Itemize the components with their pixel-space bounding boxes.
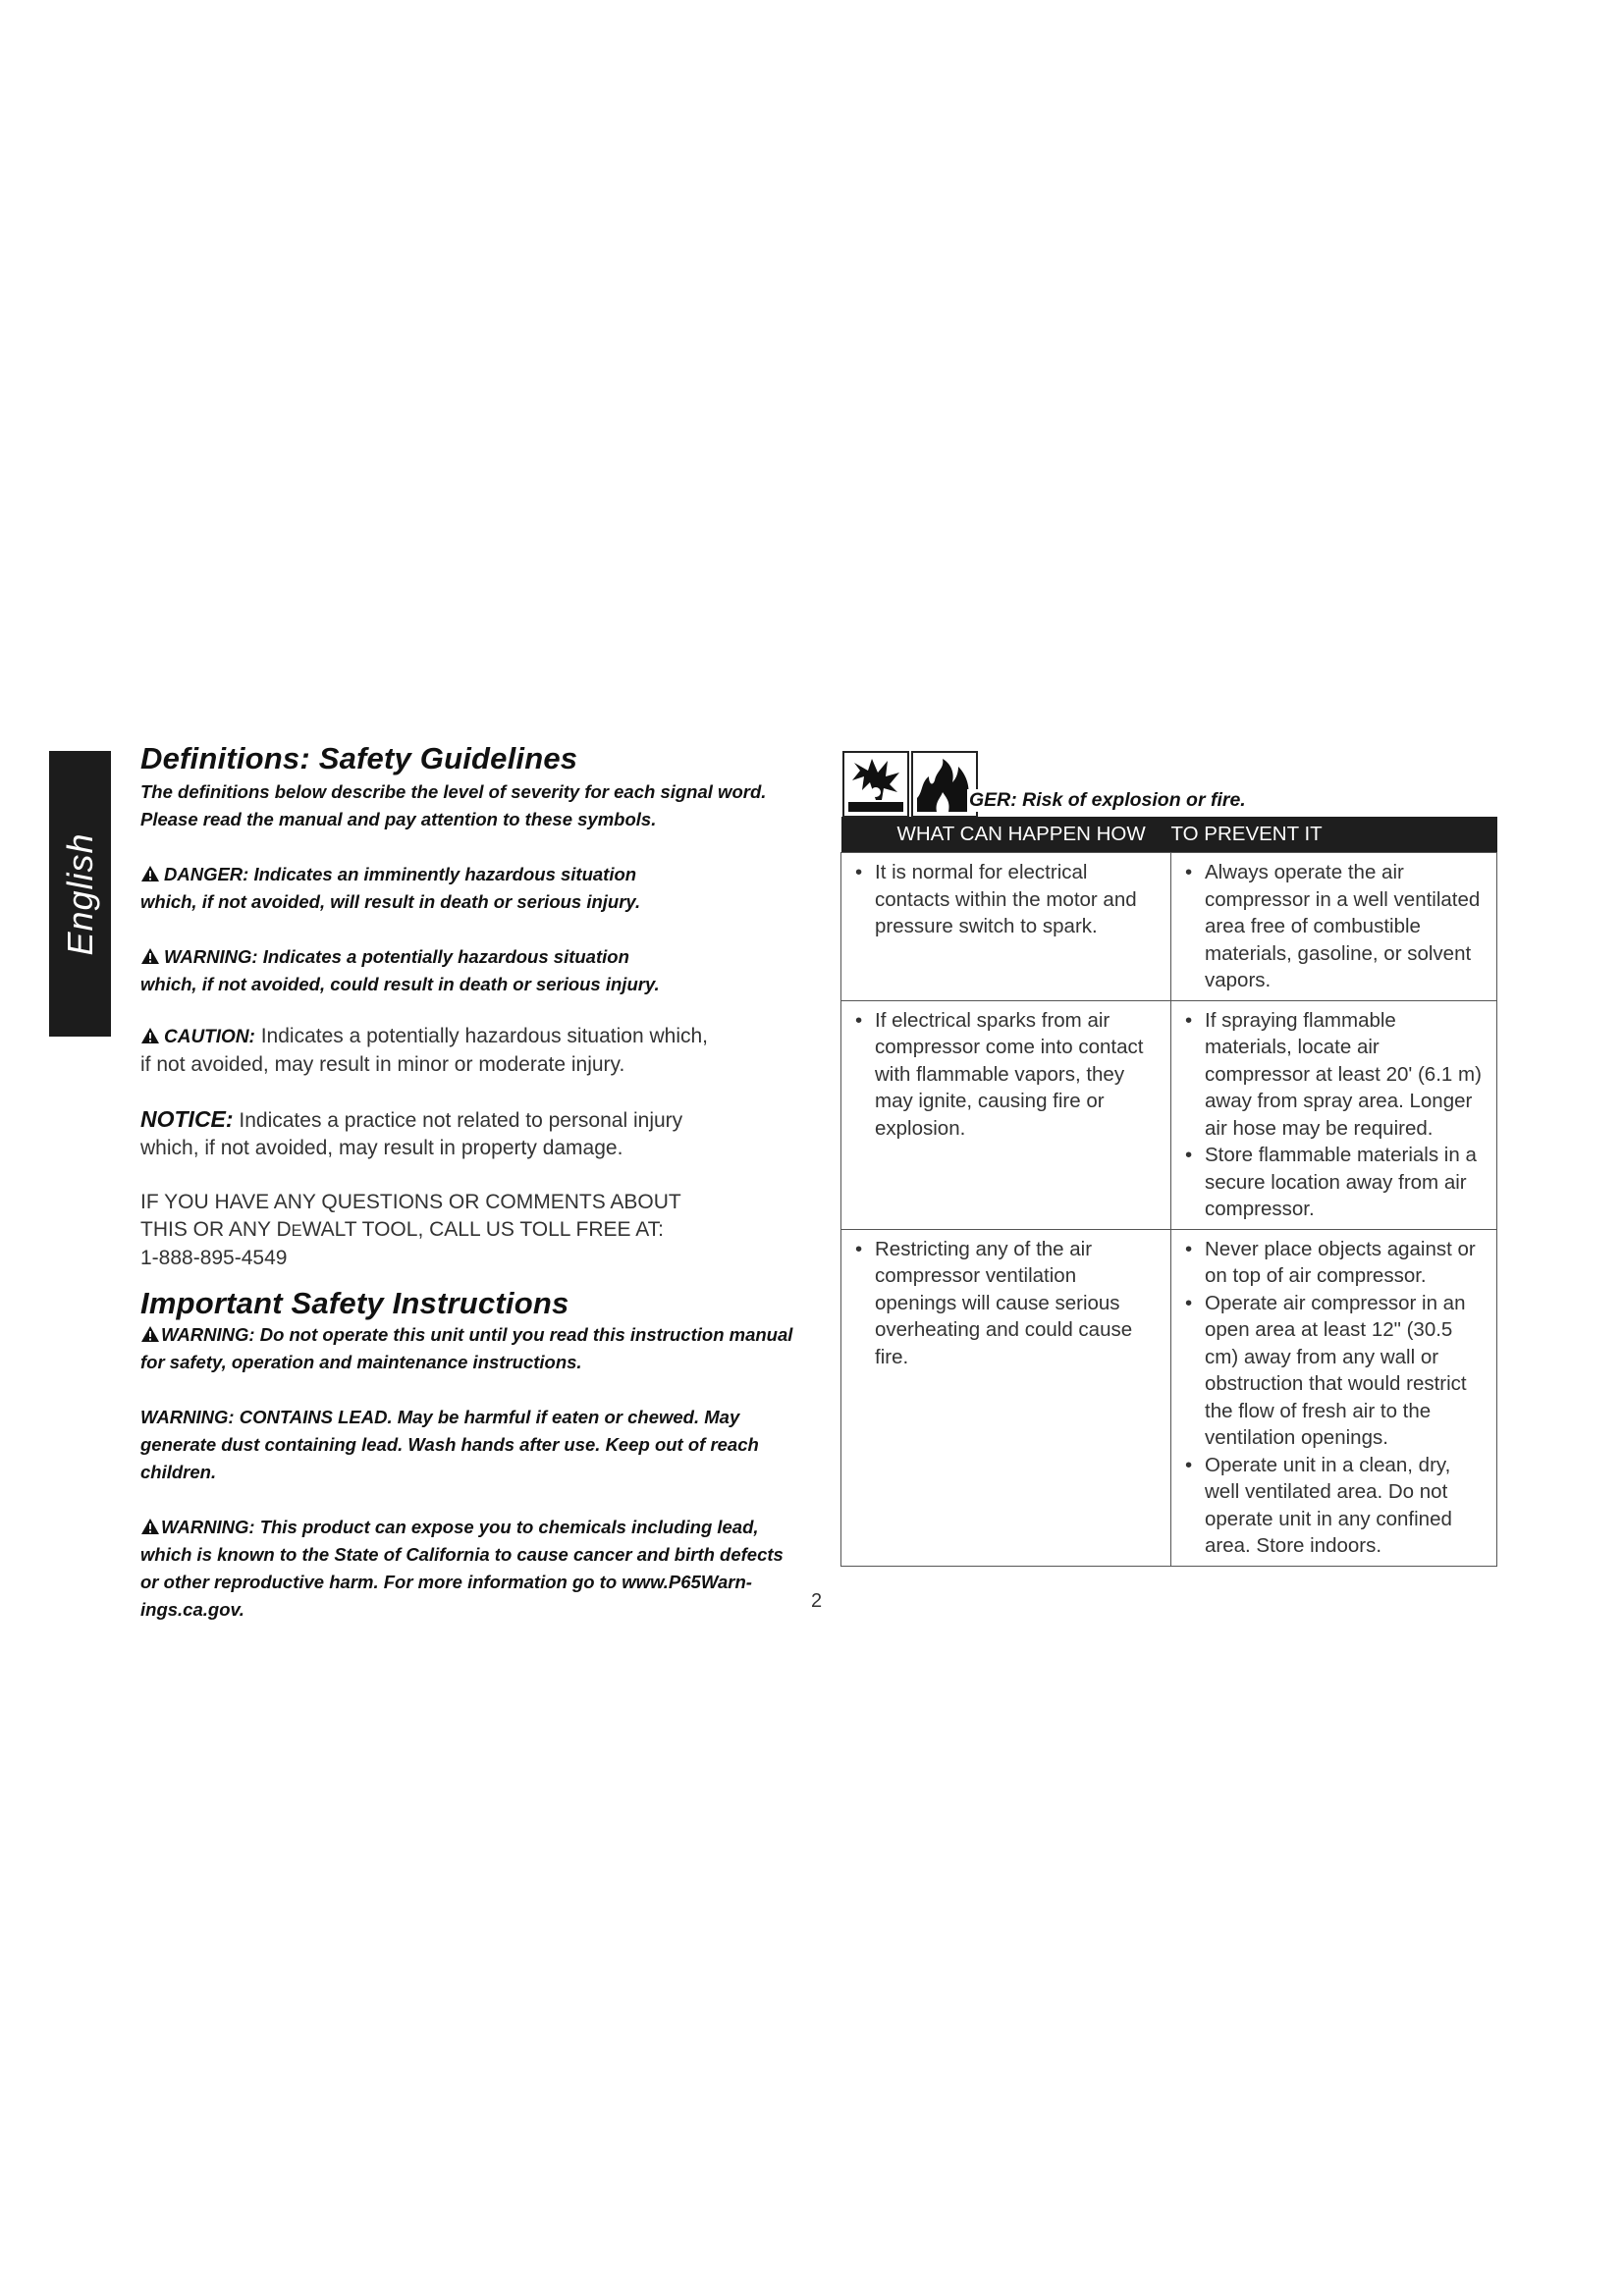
list-item: • If electrical sparks from air compressor come into contact with flammable vapors, they may ignite, causing fire or explosion. (875, 1007, 1161, 1143)
lead-line-2: generate dust containing lead. Wash hands after use. Keep out of reach (140, 1434, 759, 1455)
prop65-warning (140, 1514, 808, 1624)
notice-definition (140, 1105, 808, 1162)
intro-line-2: Please read the manual and pay attention to these symbols. (140, 809, 657, 829)
contact-line-2 (140, 1216, 808, 1245)
hazard-table (840, 817, 1497, 1567)
caution-line-2: if not avoided, may result in minor or moderate injury. (140, 1053, 625, 1076)
prop65-line-1: WARNING: This product can expose you to chemicals including lead, (161, 1517, 759, 1537)
hazard-header (839, 743, 1507, 817)
warning-triangle-icon (140, 1027, 160, 1044)
prop65-line-3: or other reproductive harm. For more information go to www.P65Warn- (140, 1572, 752, 1592)
notice-line-2: which, if not avoided, may result in property damage. (140, 1137, 623, 1159)
list-item: • If spraying flammable materials, locate air compressor at least 20' (6.1 m) away from spray area. Longer air hose may be required. (1205, 1007, 1487, 1143)
how-to-prevent-header: TO PREVENT IT (1171, 817, 1497, 853)
hazard-table-header-row (841, 817, 1497, 853)
happen-cell (841, 853, 1171, 1001)
lead-line-3: children. (140, 1462, 217, 1482)
language-tab (49, 751, 111, 1037)
prevent-cell (1171, 1000, 1497, 1229)
list-item: • Store flammable materials in a secure location away from air compressor. (1205, 1142, 1487, 1223)
contact-info (140, 1189, 808, 1272)
hazard-section (839, 743, 1507, 1567)
left-column (140, 741, 808, 1624)
notice-line-1: Indicates a practice not related to personal injury (233, 1109, 683, 1132)
lead-warning (140, 1404, 808, 1486)
warning-triangle-icon (140, 1518, 160, 1535)
prevent-cell (1171, 1229, 1497, 1566)
phone-number: 1-888-895-4549 (140, 1247, 288, 1269)
list-item: • It is normal for electrical contacts within the motor and pressure switch to spark. (875, 859, 1161, 940)
warning-definition (140, 943, 808, 998)
danger-line-1: DANGER: Indicates an imminently hazardous situation (164, 864, 637, 884)
table-row (841, 853, 1497, 1001)
warning-line-1: WARNING: Indicates a potentially hazardous situation (164, 946, 629, 967)
manual-warning-line-2: for safety, operation and maintenance instructions. (140, 1352, 582, 1372)
table-row (841, 1229, 1497, 1566)
warning-triangle-icon (140, 1325, 160, 1343)
manual-warning (140, 1321, 808, 1376)
list-item: • Operate air compressor in an open area at least 12" (30.5 cm) away from any wall or obstruction that would restrict the flow of fresh air to the ventilation openings. (1205, 1290, 1487, 1452)
contact-part-c: WALT TOOL, CALL US TOLL FREE AT: (301, 1218, 664, 1241)
intro-line-1: The definitions below describe the level of severity for each signal word. (140, 781, 767, 802)
contact-line-1: IF YOU HAVE ANY QUESTIONS OR COMMENTS ABOUT (140, 1191, 681, 1213)
warning-triangle-icon (140, 865, 160, 882)
danger-definition (140, 861, 808, 916)
warning-triangle-icon (140, 947, 160, 965)
page-number: 2 (811, 1590, 823, 1612)
manual-warning-line-1: WARNING: Do not operate this unit until you read this instruction manual (161, 1324, 793, 1345)
hazard-title: GER: Risk of explosion or fire. (969, 789, 1246, 811)
explosion-icon (842, 751, 909, 818)
definitions-intro (140, 778, 808, 833)
important-title: Important Safety Instructions (140, 1286, 569, 1320)
language-tab-label: English (59, 831, 100, 956)
warning-line-2: which, if not avoided, could result in death or serious injury. (140, 974, 660, 994)
prop65-line-2: which is known to the State of California to cause cancer and birth defects (140, 1544, 784, 1565)
list-item: • Always operate the air compressor in a well ventilated area free of combustible materials, gasoline, or solvent vapors. (1205, 859, 1487, 994)
contact-part-a: THIS OR ANY D (140, 1218, 292, 1241)
happen-cell (841, 1000, 1171, 1229)
list-item: • Restricting any of the air compressor ventilation openings will cause serious overheating and could cause fire. (875, 1236, 1161, 1371)
prop65-line-4: ings.ca.gov. (140, 1599, 244, 1620)
caution-line-1: Indicates a potentially hazardous situation which, (254, 1025, 708, 1047)
list-item: • Never place objects against or on top of air compressor. (1205, 1236, 1487, 1290)
lead-line-1: WARNING: CONTAINS LEAD. May be harmful if eaten or chewed. May (140, 1407, 740, 1427)
happen-cell (841, 1229, 1171, 1566)
what-can-happen-header: WHAT CAN HAPPEN HOW (841, 817, 1171, 853)
list-item: • Operate unit in a clean, dry, well ventilated area. Do not operate unit in any confined area. Store indoors. (1205, 1452, 1487, 1560)
caution-definition (140, 1023, 808, 1079)
caution-word: CAUTION: (164, 1027, 255, 1047)
danger-line-2: which, if not avoided, will result in death or serious injury. (140, 891, 641, 912)
table-row (841, 1000, 1497, 1229)
contact-part-b: E (291, 1222, 302, 1240)
notice-word: NOTICE: (140, 1106, 234, 1132)
definitions-title: Definitions: Safety Guidelines (140, 741, 578, 775)
prevent-cell (1171, 853, 1497, 1001)
